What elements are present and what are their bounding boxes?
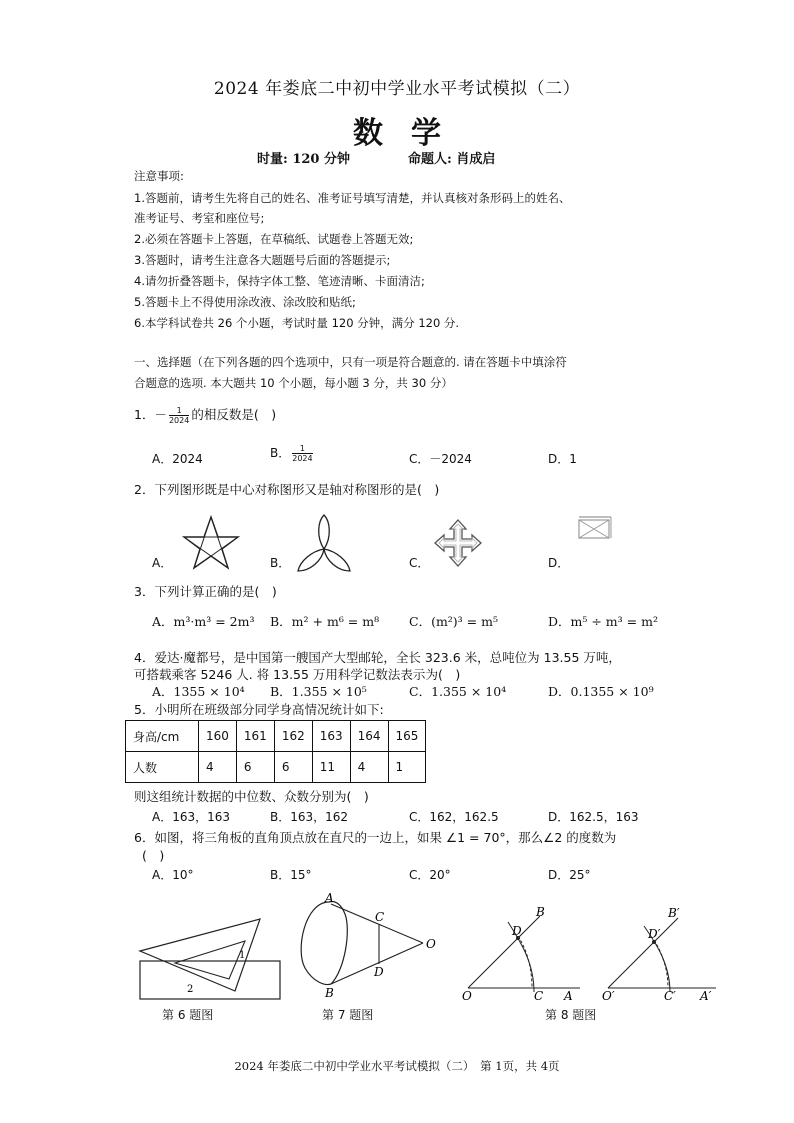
q4-option-b: B．1.355 × 10⁵ <box>270 684 367 699</box>
fig8-label-O-prime: O′ <box>602 989 615 1003</box>
subject-title: 数学 <box>353 116 469 151</box>
note-item: 6.本学科试卷共 26 个小题，考试时量 120 分钟，满分 120 分. <box>134 316 460 330</box>
q4-option-d: D．0.1355 × 10⁹ <box>548 684 654 699</box>
fig7-label-C: C <box>375 910 385 924</box>
question-5-prompt: 则这组统计数据的中位数、众数分别为( ) <box>134 789 369 804</box>
question-2: 2．下列图形既是中心对称图形又是轴对称图形的是( ) <box>134 482 440 497</box>
fig6-label-2: 2 <box>187 984 194 995</box>
page-footer: 2024 年娄底二中初中学业水平考试模拟（二） 第 1页，共 4页 <box>234 1059 560 1073</box>
q5-option-d: D．162.5，163 <box>548 810 639 824</box>
table-cell: 163 <box>312 721 350 752</box>
q3-option-d: D．m⁵ ÷ m³ = m² <box>548 614 658 629</box>
q5-option-c: C．162，162.5 <box>409 810 499 824</box>
note-item: 5.答题卡上不得使用涂改液、涂改胶和贴纸; <box>134 295 356 309</box>
question-3: 3．下列计算正确的是( ) <box>134 584 277 599</box>
star-figure <box>182 515 240 569</box>
q1-frac-num: 1 <box>169 406 189 416</box>
question-4-line1: 4．爱达·魔都号，是中国第一艘国产大型邮轮，全长 323.6 米，总吨位为 13.55 万吨， <box>134 650 621 665</box>
q1-b-num: 1 <box>292 444 312 454</box>
table-cell: 165 <box>388 721 426 752</box>
table-cell: 6 <box>274 752 312 783</box>
fig7-label-B: B <box>325 986 334 1000</box>
fig8-label-C: C <box>534 989 544 1003</box>
question-5: 5．小明所在班级部分同学身高情况统计如下: <box>134 702 384 717</box>
fig8-label-O: O <box>462 989 472 1003</box>
q5-option-b: B．163，162 <box>270 810 349 824</box>
q4-option-c: C．1.355 × 10⁴ <box>409 684 507 699</box>
note-item: 准考证号、考室和座位号; <box>134 211 265 225</box>
cross-arrow-figure <box>434 519 482 567</box>
q3-option-b: B．m² + m⁶ = m⁸ <box>270 614 380 629</box>
height-stats-table <box>125 720 426 783</box>
exam-time: 时量: 120 分钟 <box>257 152 350 167</box>
fig6-label-1: 1 <box>239 950 246 961</box>
table-cell: 11 <box>312 752 350 783</box>
figure-8-diagram <box>458 900 720 1008</box>
fig8-label-D-prime: D′ <box>648 927 661 941</box>
table-cell: 162 <box>274 721 312 752</box>
q6-option-a: A．10° <box>152 868 194 882</box>
table-row <box>126 752 426 783</box>
note-item: 3.答题时，请考生注意各大题题号后面的答题提示; <box>134 253 391 267</box>
q1-b-den: 2024 <box>292 454 313 463</box>
fig8-label-A-prime: A′ <box>700 989 712 1003</box>
question-6-line1: 6．如图，将三角板的直角顶点放在直尺的一边上，如果 ∠1 = 70°，那么∠2 的度数为 <box>134 830 617 845</box>
envelope-figure <box>577 516 613 542</box>
q1-minus: － <box>154 407 167 422</box>
table-header-cell: 身高/cm <box>126 721 199 752</box>
q1-b-label: B． <box>270 446 291 460</box>
note-item: 4.请勿折叠答题卡，保持字体工整、笔迹清晰、卡面清洁; <box>134 274 425 288</box>
fig8-label-C-prime: C′ <box>664 989 676 1003</box>
fig8-label-D: D <box>512 924 522 938</box>
figure-7-caption: 第 7 题图 <box>322 1008 374 1022</box>
q2-option-b: B． <box>270 556 291 570</box>
q5-option-a: A．163，163 <box>152 810 231 824</box>
trefoil-figure <box>296 513 352 573</box>
q1-option-c: C．－2024 <box>409 452 472 466</box>
q1-number: 1． <box>134 407 155 422</box>
q1-frac-den: 2024 <box>168 416 190 425</box>
figure-6-diagram <box>135 905 285 1005</box>
table-cell: 160 <box>199 721 237 752</box>
exam-meta <box>257 148 495 167</box>
section-heading-line2: 合题意的选项. 本大题共 10 个小题，每小题 3 分，共 30 分） <box>134 376 453 390</box>
q1-option-d: D．1 <box>548 452 577 466</box>
q2-option-c: C． <box>409 556 430 570</box>
figure-6-caption: 第 6 题图 <box>162 1008 214 1022</box>
q1-suffix: 的相反数是( ) <box>191 407 277 422</box>
fig8-label-B: B <box>536 905 545 919</box>
note-item: 1.答题前，请考生先将自己的姓名、准考证号填写清楚，并认真核对条形码上的姓名、 <box>134 191 571 205</box>
q3-option-c: C．(m²)³ = m⁵ <box>409 614 498 629</box>
fig7-label-D: D <box>374 965 384 979</box>
notes-heading: 注意事项: <box>134 169 184 183</box>
question-6-line2: ( ) <box>142 848 165 863</box>
q6-option-d: D．25° <box>548 868 591 882</box>
q1-option-a: A．2024 <box>152 452 203 466</box>
exam-author: 命题人: 肖成启 <box>408 152 496 167</box>
q1-fraction <box>169 406 189 425</box>
figure-7-diagram <box>295 890 445 1000</box>
fig7-label-O: O <box>426 937 436 951</box>
table-cell: 4 <box>199 752 237 783</box>
figure-8-caption: 第 8 题图 <box>545 1008 597 1022</box>
section-heading-line1: 一、选择题（在下列各题的四个选项中，只有一项是符合题意的. 请在答题卡中填涂符 <box>134 355 567 369</box>
fig8-label-B-prime: B′ <box>668 906 680 920</box>
table-cell: 161 <box>236 721 274 752</box>
fig8-label-A: A <box>564 989 573 1003</box>
table-cell: 6 <box>236 752 274 783</box>
note-item: 2.必须在答题卡上答题，在草稿纸、试题卷上答题无效; <box>134 232 414 246</box>
question-1 <box>134 405 276 425</box>
exam-title: 2024 年娄底二中初中学业水平考试模拟（二） <box>213 79 581 99</box>
q4-option-a: A．1355 × 10⁴ <box>152 684 245 699</box>
fig7-label-A: A <box>325 891 334 905</box>
q2-option-a: A． <box>152 556 173 570</box>
table-cell: 164 <box>350 721 388 752</box>
q6-option-c: C．20° <box>409 868 451 882</box>
q1-b-fraction <box>292 444 312 463</box>
q2-option-d: D． <box>548 556 570 570</box>
table-cell: 4 <box>350 752 388 783</box>
q6-option-b: B．15° <box>270 868 312 882</box>
table-cell: 1 <box>388 752 426 783</box>
q1-option-b <box>270 444 315 463</box>
table-header-cell: 人数 <box>126 752 199 783</box>
q3-option-a: A．m³·m³ = 2m³ <box>152 614 255 629</box>
question-4-line2: 可搭载乘客 5246 人. 将 13.55 万用科学记数法表示为( ) <box>134 667 461 682</box>
table-row <box>126 721 426 752</box>
